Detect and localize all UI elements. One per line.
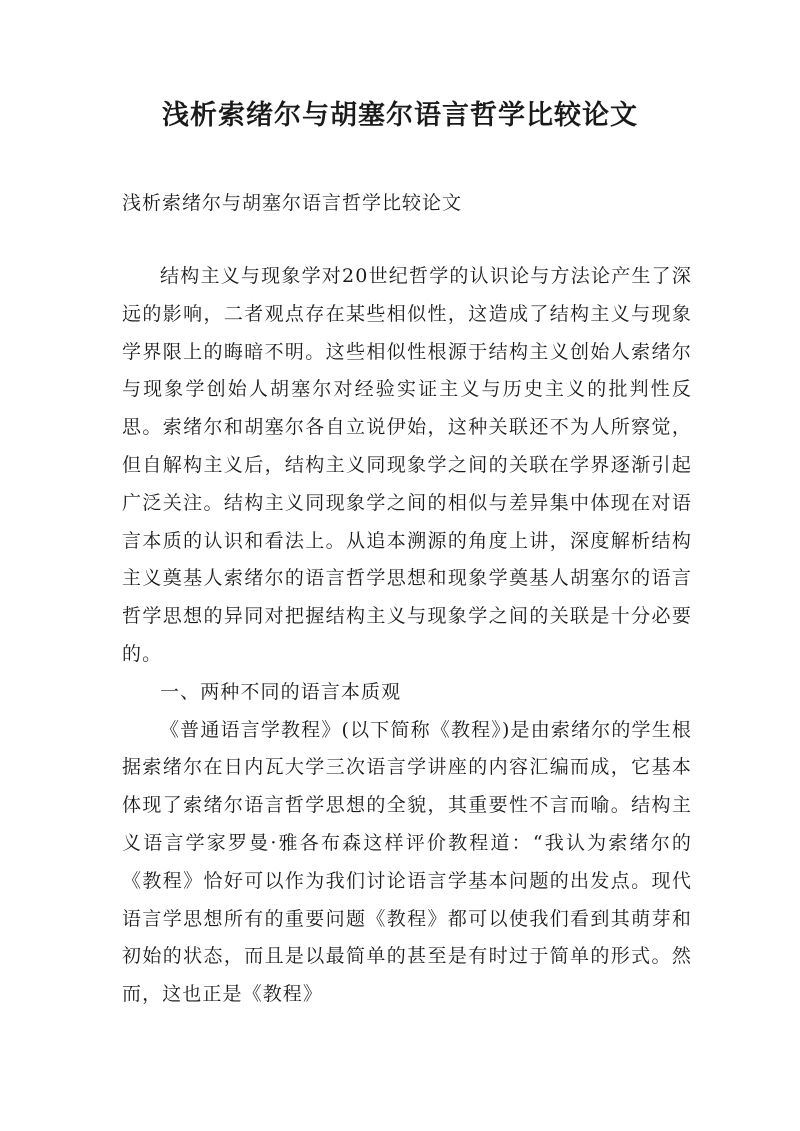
document-subtitle: 浅析索绪尔与胡塞尔语言哲学比较论文 (122, 192, 463, 214)
body-paragraph: 结构主义与现象学对20世纪哲学的认识论与方法论产生了深远的影响，二者观点存在某些相似性，这造成了结构主义与现象学界限上的晦暗不明。这些相似性根源于结构主义创始人索绪尔与现象学创始人胡塞尔对经验实证主义与历史主义的批判性反思。索绪尔和胡塞尔各自立说伊始，这种关联还不为人所察觉，但自解构主义后，结构主义同现象学之间的关联在学界逐渐引起广泛关注。结构主义同现象学之间的相似与差异集中体现在对语言本质的认识和看法上。从追本溯源的角度上讲，深度解析结构主义奠基人索绪尔的语言哲学思想和现象学奠基人胡塞尔的语言哲学思想的异同对把握结构主义与现象学之间的关联是十分必要的。 (122, 265, 692, 665)
document-title: 浅析索绪尔与胡塞尔语言哲学比较论文 (162, 100, 638, 131)
body-paragraph: 《普通语言学教程》(以下简称《教程》)是由索绪尔的学生根据索绪尔在日内瓦大学三次语言学讲座的内容汇编而成，它基本体现了索绪尔语言哲学思想的全貌，其重要性不言而喻。结构主义语言学家罗曼·雅各布森这样评价教程道：“我认为索绪尔的《教程》恰好可以作为我们讨论语言学基本问题的出发点。现代语言学思想所有的重要问题《教程》都可以使我们看到其萌芽和初始的状态，而且是以最简单的甚至是有时过于简单的形式。然而，这也正是《教程》 (122, 718, 692, 1006)
section-heading: 一、两种不同的语言本质观 (160, 680, 402, 703)
document-body (122, 258, 692, 1014)
